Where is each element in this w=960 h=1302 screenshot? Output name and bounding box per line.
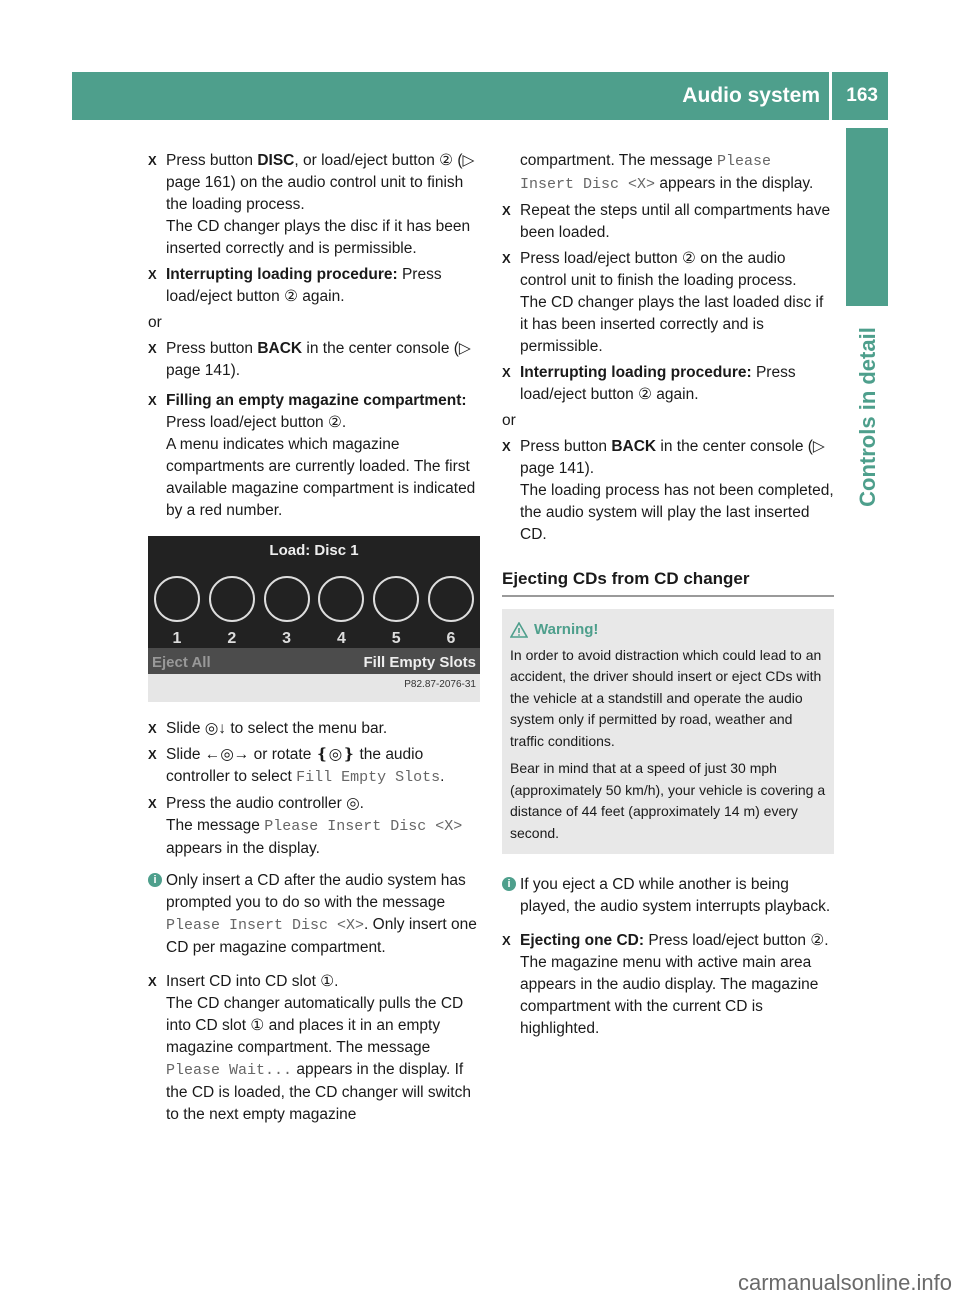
callout-1-icon: ①: [320, 973, 335, 990]
callout-2-icon: ②: [439, 152, 454, 169]
slot-1-disc-icon: [154, 576, 200, 622]
slot-number: 2: [227, 630, 237, 647]
warning-header: Warning!: [510, 619, 826, 641]
continued-text: compartment. The message Please Insert Disc <X> appears in the display.: [520, 152, 814, 193]
slot-numbers: [154, 628, 474, 650]
screen-footer: [148, 674, 480, 702]
left-column: [148, 150, 484, 1130]
page-number: 163: [846, 85, 878, 106]
callout-1-icon: ①: [250, 1017, 265, 1034]
watermark: carmanualsonline.info: [737, 1270, 952, 1295]
info-note: i If you eject a CD while another is being played, the audio system interrupts playback.: [502, 874, 834, 918]
slot-4-disc-icon: [318, 576, 364, 622]
step-press-controller: X Press the audio controller ◎. The message Please Insert Disc <X> appears in the display.: [148, 793, 484, 860]
callout-2-icon: ②: [638, 386, 652, 403]
step-press-back: X Press button BACK in the center console (▷ page 141).: [148, 338, 484, 382]
chapter-label: Controls in detail: [855, 327, 880, 507]
controller-rotate-icon: ❴◎❵: [315, 746, 356, 763]
back-button-icon: BACK: [611, 438, 657, 455]
controller-down-icon: ◎↓: [204, 720, 227, 737]
warning-text: In order to avoid distraction which could lead to an accident, the driver should insert or eject CDs with the vehicle at a standstill and operate the audio system only if permitted by road, weather and traffic conditions.: [510, 646, 822, 749]
slot-5-disc-icon: [373, 576, 419, 622]
step-eject-one: X Ejecting one CD: Press load/eject button ②. The magazine menu with active main area appears in the audio display. The magazine compartment with the current CD is highlighted.: [502, 930, 834, 1040]
warning-box: [502, 609, 834, 854]
callout-2-icon: ②: [810, 932, 825, 949]
screen-title: Load: Disc 1: [269, 542, 359, 559]
slot-6-disc-icon: [428, 576, 474, 622]
back-button-icon: BACK: [257, 340, 303, 357]
warning-text: Bear in mind that at a speed of just 30 mph (approximately 50 km/h), your vehicle is covering a distance of 44 feet (approximately 14 m) every second.: [510, 760, 826, 841]
step-interrupt-loading: X Interrupting loading procedure: Press load/eject button ② again.: [148, 264, 484, 308]
step-insert-cd: X Insert CD into CD slot ①. The CD changer automatically pulls the CD into CD slot ① and places it in an empty magazine compartment. The message Please Wait... appears in the display. If the CD is loaded, the CD changer will switch to the next empty magazine: [148, 971, 484, 1126]
image-reference: P82.87-2076-31: [404, 679, 476, 690]
step-press-back-2: X Press button BACK in the center console (▷ page 141). The loading process has not been completed, the audio system will play the last inserted CD.: [502, 436, 834, 546]
controller-press-icon: ◎: [346, 795, 360, 812]
right-column: [502, 150, 834, 1044]
step-repeat: X Repeat the steps until all compartments have been loaded.: [502, 200, 834, 244]
or-text: or: [502, 412, 516, 429]
section-heading: Ejecting CDs from CD changer: [502, 568, 834, 597]
step-press-disc: X Press button DISC, or load/eject button ② (▷ page 161) on the audio control unit to finish the loading process. The CD changer plays the disc if it has been inserted correctly and is permissible.: [148, 150, 484, 260]
side-tab: [846, 128, 888, 306]
info-note: i Only insert a CD after the audio system has prompted you to do so with the message Please Insert Disc <X>. Only insert one CD per magazine compartment.: [148, 870, 484, 959]
slot-number: 5: [391, 630, 401, 647]
step-slide-menu-bar: X Slide ◎↓ to select the menu bar.: [148, 718, 484, 740]
info-icon: i: [148, 873, 162, 887]
slot-2-disc-icon: [209, 576, 255, 622]
slot-number: 4: [336, 630, 346, 647]
callout-2-icon: ②: [682, 250, 696, 267]
step-finish-loading: X Press load/eject button ② on the audio control unit to finish the loading process. The CD changer plays the last loaded disc if it has been inserted correctly and is permissible.: [502, 248, 834, 358]
section-title: Audio system: [682, 84, 820, 107]
eject-all-option: Eject All: [152, 654, 211, 671]
load-disc-screen: [148, 536, 480, 702]
step-interrupt-loading-2: X Interrupting loading procedure: Press load/eject button ② again.: [502, 362, 834, 406]
step-fill-empty: X Filling an empty magazine compartment: Press load/eject button ②. A menu indicates which magazine compartments are currently loaded. The first available magazine compartment is indicated by a red number.: [148, 390, 484, 522]
info-icon: i: [502, 877, 516, 891]
slot-number: 3: [282, 630, 292, 647]
header-bar: [72, 72, 888, 120]
step-select-fill: X Slide ←◎→ or rotate ❴◎❵ the audio controller to select Fill Empty Slots.: [148, 744, 484, 789]
slot-3-disc-icon: [264, 576, 310, 622]
header-separator: [829, 72, 832, 120]
callout-2-icon: ②: [284, 288, 298, 305]
callout-2-icon: ②: [328, 414, 342, 431]
slot-number: 1: [172, 630, 182, 647]
disc-button-icon: DISC: [257, 152, 295, 169]
slot-number: 6: [446, 630, 456, 647]
screen-menu-bar: [148, 648, 480, 674]
warning-triangle-icon: [510, 622, 528, 638]
or-text: or: [148, 314, 162, 331]
controller-slide-icon: ←◎→: [204, 746, 250, 763]
magazine-slots: [154, 576, 474, 622]
fill-empty-slots-option: Fill Empty Slots: [363, 654, 476, 671]
